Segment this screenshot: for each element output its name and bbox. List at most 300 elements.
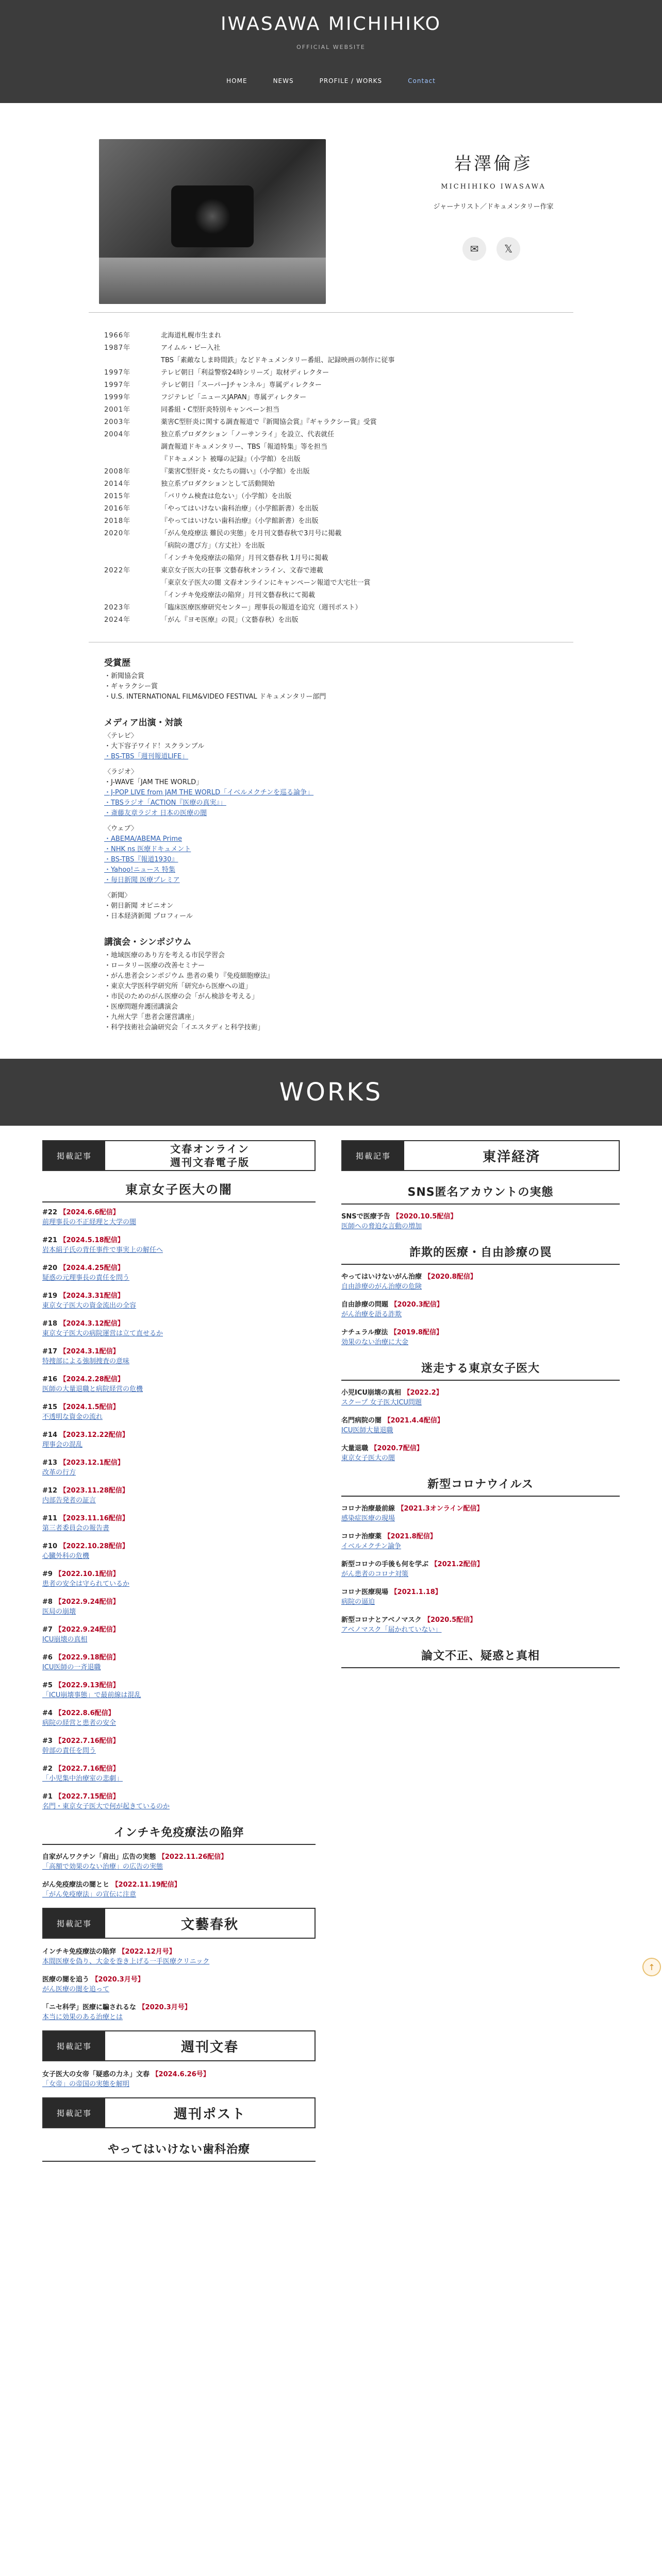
- article-link[interactable]: 「女帝」の帝国の実態を解明: [42, 2080, 130, 2088]
- article-number: #12: [42, 1487, 57, 1495]
- bio-desc: 「やってはいけない歯科治療」（小学館新書）を出版: [161, 505, 319, 513]
- shukan-post-header: [42, 2097, 316, 2128]
- article-item: [341, 1388, 620, 1408]
- article-title: やってはいけないがん治療: [341, 1273, 422, 1281]
- section-title-dental: やってはいけない歯科治療: [42, 2141, 316, 2162]
- section-title-immuno: インチキ免疫療法の陥穽: [42, 1824, 316, 1845]
- article-link[interactable]: アベノマスク「届かれていない」: [341, 1626, 442, 1634]
- article-title: SNSで医療予告: [341, 1213, 390, 1221]
- bio-desc: 独立系プロダクションとして活動開始: [161, 480, 275, 488]
- media-name: 文春オンライン 週刊文春電子版: [170, 1143, 250, 1168]
- bio-desc: 「バリウム検査は危ない」（小学館）を出版: [161, 493, 292, 500]
- article-date: 【2022.11.19配信】: [111, 1881, 181, 1889]
- article-number: #15: [42, 1403, 57, 1411]
- article-title: 「ニセ科学」医療に騙されるな: [42, 2004, 137, 2011]
- bio-year: [104, 577, 161, 589]
- article-date: 【2024.3.12配信】: [59, 1320, 124, 1328]
- article-heading: [42, 1597, 316, 1607]
- bio-desc: フジテレビ「ニュースJAPAN」専属ディレクター: [161, 394, 307, 401]
- article-link[interactable]: 不透明な資金の流れ: [42, 1413, 103, 1421]
- award-item: ・ギャラクシー賞: [104, 683, 158, 690]
- section-title-joshi-idai: 東京女子医大の闇: [42, 1179, 316, 1202]
- article-heading: [42, 1569, 316, 1579]
- article-title: インチキ免疫療法の陥穽: [42, 1948, 117, 1956]
- article-heading: [341, 1560, 620, 1569]
- article-link[interactable]: イベルメクチン論争: [341, 1543, 401, 1550]
- bio-row: [104, 490, 589, 503]
- article-item: [42, 1975, 316, 1994]
- article-heading: [42, 1263, 316, 1273]
- bunshun-online-header: [42, 1140, 316, 1171]
- bio-year: 2024年: [104, 616, 131, 624]
- bio-year: 2015年: [104, 493, 131, 500]
- article-date: 【2023.12.22配信】: [59, 1431, 129, 1439]
- article-item: [341, 1416, 620, 1435]
- article-date: 【2020.10.5配信】: [392, 1213, 457, 1221]
- article-title: 名門病院の闇: [341, 1417, 382, 1425]
- bio-desc: 「インチキ免疫療法の陥穽」月刊文藝春秋 1月号に掲載: [161, 554, 328, 562]
- article-link[interactable]: 「小児集中治療室の悲劇」: [42, 1775, 123, 1783]
- article-heading: [341, 1388, 620, 1398]
- article-link[interactable]: 東京女子医大の病院運営は立て直せるか: [42, 1330, 163, 1337]
- article-link[interactable]: がん医療の闇を追って: [42, 1986, 110, 1993]
- awards-section: [73, 658, 589, 702]
- article-item: [42, 1514, 316, 1533]
- lecture-item: ・がん患者会シンポジウム 患者の乗り『免疫細胞療法』: [104, 972, 274, 980]
- bio-row: [104, 466, 589, 478]
- bio-desc: 「がん『ヨモ医療』の罠」（文藝春秋）を出版: [161, 616, 299, 624]
- media-name: 東洋経済: [482, 1149, 540, 1165]
- article-date: 【2024.3.1配信】: [59, 1348, 120, 1355]
- article-item: [42, 1430, 316, 1450]
- bio-row: [104, 515, 589, 528]
- article-heading: [42, 1653, 316, 1663]
- article-date: 【2020.8配信】: [424, 1273, 477, 1281]
- article-heading: [341, 1504, 620, 1514]
- article-date: 【2023.11.28配信】: [59, 1487, 129, 1495]
- bio-row: [104, 540, 589, 552]
- article-heading: [42, 1681, 316, 1690]
- article-heading: [42, 1852, 316, 1862]
- article-title: コロナ医療現場: [341, 1588, 389, 1596]
- article-heading: [42, 2070, 316, 2079]
- profile-section: [73, 139, 589, 325]
- bio-year: 1999年: [104, 394, 131, 401]
- article-link[interactable]: 効果のない治療に大金: [341, 1338, 409, 1346]
- article-date: 【2022.7.16配信】: [55, 1737, 120, 1745]
- article-link[interactable]: 医師への脅迫な言動の増加: [341, 1223, 422, 1230]
- media-section: [73, 718, 589, 922]
- article-item: [341, 1328, 620, 1347]
- x-icon[interactable]: 𝕏: [496, 237, 520, 261]
- article-item: [42, 1569, 316, 1589]
- divider: [89, 312, 573, 313]
- article-item: [42, 1402, 316, 1422]
- section-title-paper-fraud: 論文不正、疑惑と真相: [341, 1647, 620, 1668]
- social-links: [462, 237, 520, 261]
- lecture-item: ・医療問題弁護団講演会: [104, 1003, 178, 1011]
- media-radio-item[interactable]: ・J-POP LIVE from JAM THE WORLD「イベルメクチンを巡る論争」: [104, 789, 314, 796]
- article-heading: [42, 1708, 316, 1718]
- bio-desc: 同番組・C型肝炎特別キャンペーン担当: [161, 406, 279, 414]
- article-item: [341, 1532, 620, 1551]
- site-subtitle: OFFICIAL WEBSITE: [296, 44, 366, 50]
- article-link[interactable]: 自由診療のがん治療の危険: [341, 1283, 422, 1291]
- article-title: がん免疫療法の闇とヒ: [42, 1881, 110, 1889]
- bio-year: 2001年: [104, 406, 131, 414]
- article-badge: 掲載記事: [43, 2031, 105, 2060]
- article-heading: [42, 1402, 316, 1412]
- article-number: #22: [42, 1209, 57, 1216]
- media-tv-item[interactable]: ・BS-TBS「週刊報道LIFE」: [104, 753, 189, 760]
- article-item: [42, 1291, 316, 1311]
- lecture-item: ・東京大学医科学研究所「研究から医療への道」: [104, 982, 252, 990]
- bio-year: 2022年: [104, 567, 131, 574]
- article-item: [42, 1319, 316, 1338]
- bio-row: [104, 602, 589, 614]
- bio-year: 1966年: [104, 332, 131, 340]
- article-title: 自家がんワクチン「肩出」広告の実態: [42, 1853, 156, 1861]
- article-link[interactable]: 医師の大量退職と病院経営の危機: [42, 1385, 143, 1393]
- media-web-item[interactable]: ・Yahoo!ニュース 特集: [104, 866, 175, 874]
- works-banner: WORKS: [0, 1059, 662, 1126]
- bio-desc: 『やってはいけない歯科治療』（小学館新書）を出版: [161, 517, 319, 525]
- article-link[interactable]: 本間医療を偽り、大金を巻き上げる一手医療クリニック: [42, 1958, 210, 1965]
- article-date: 【2023.12.1配信】: [59, 1459, 124, 1467]
- article-item: [42, 1681, 316, 1700]
- article-link[interactable]: スクープ 女子医大ICU問題: [341, 1399, 422, 1406]
- bio-row: [104, 416, 589, 429]
- lectures-title: 講演会・シンポジウム: [104, 937, 192, 947]
- bio-desc: 独立系プロダクション「ノーサンライ」を設立、代表就任: [161, 431, 335, 438]
- article-link[interactable]: ICU医師大量退職: [341, 1427, 393, 1434]
- bio-year: 2020年: [104, 530, 131, 537]
- article-link[interactable]: 「高額で効果のない治療」の広告の実態: [42, 1863, 163, 1871]
- nav-profile-works[interactable]: PROFILE / WORKS: [319, 77, 383, 84]
- media-name: 週刊ポスト: [173, 2106, 246, 2122]
- article-date: 【2020.3月号】: [91, 1976, 144, 1984]
- bio-year: [104, 540, 161, 552]
- article-title: 医療の闇を追う: [42, 1976, 90, 1984]
- bio-row: [104, 453, 589, 466]
- article-link[interactable]: ICU医師の一斉退職: [42, 1664, 101, 1671]
- bio-desc: 調査報道ドキュメンタリー、TBS「報道特集」等を担当: [161, 443, 327, 451]
- article-link[interactable]: 改革の行方: [42, 1469, 76, 1477]
- article-heading: [42, 1486, 316, 1496]
- media-tv-head: 〈テレビ〉: [104, 732, 138, 740]
- article-heading: [341, 1532, 620, 1541]
- section-title-sns: SNS匿名アカウントの実態: [341, 1183, 620, 1205]
- article-link[interactable]: 幹部の責任を問う: [42, 1747, 96, 1755]
- article-heading: [341, 1416, 620, 1426]
- bio-year: 1987年: [104, 344, 131, 352]
- article-link[interactable]: 医局の崩壊: [42, 1608, 76, 1616]
- article-link[interactable]: 「ICU崩壊事態」で最前線は混乱: [42, 1691, 141, 1699]
- bio-desc: 「臨床医療医療研究センター」理事長の報道を追究（週刊ポスト）: [161, 604, 362, 612]
- lecture-item: ・地域医療のあり方を考える市民学習会: [104, 952, 225, 959]
- article-link[interactable]: 東京女子医大の資金流出の全容: [42, 1302, 137, 1310]
- bio-desc: 「病院の選び方」（方丈社）を出版: [161, 542, 265, 550]
- article-link[interactable]: がん治療を語る詐欺: [341, 1311, 402, 1318]
- article-number: #20: [42, 1264, 57, 1272]
- article-heading: [42, 1319, 316, 1329]
- article-badge: 掲載記事: [342, 1141, 404, 1170]
- article-number: #18: [42, 1320, 57, 1328]
- media-web-item[interactable]: ・ABEMA/ABEMA Prime: [104, 835, 183, 843]
- article-link[interactable]: 疑惑の元理事長の責任を問う: [42, 1274, 130, 1282]
- article-item: [42, 2070, 316, 2089]
- profile-photo: [99, 139, 326, 304]
- article-item: [42, 1736, 316, 1756]
- article-number: #3: [42, 1737, 53, 1745]
- award-item: ・新聞協会賞: [104, 672, 145, 680]
- article-heading: [42, 1625, 316, 1635]
- article-link[interactable]: がん患者のコロナ対策: [341, 1570, 409, 1578]
- bio-row: [104, 478, 589, 490]
- article-item: [42, 1947, 316, 1967]
- article-date: 【2022.10.1配信】: [55, 1570, 120, 1578]
- media-radio-item[interactable]: ・TBSラジオ「ACTION『医療の真実』」: [104, 799, 226, 807]
- article-date: 【2022.11.26配信】: [158, 1853, 228, 1861]
- article-heading: [42, 1291, 316, 1301]
- bio-row: [104, 330, 589, 342]
- article-date: 【2022.12月号】: [118, 1948, 176, 1956]
- article-link[interactable]: 前理事長の不正経理と大学の闇: [42, 1218, 137, 1226]
- article-item: [42, 1625, 316, 1645]
- bio-desc: 『薬害C型肝炎・女たちの闘い』（小学館）を出版: [161, 468, 310, 476]
- article-date: 【2022.7.16配信】: [55, 1765, 120, 1773]
- article-heading: [42, 1430, 316, 1440]
- article-number: #10: [42, 1543, 57, 1550]
- awards-title: 受賞歴: [104, 658, 130, 668]
- article-date: 【2021.3オンライン配信】: [397, 1505, 484, 1513]
- article-date: 【2021.2配信】: [431, 1561, 484, 1568]
- article-item: [341, 1615, 620, 1635]
- mail-icon[interactable]: ✉: [462, 237, 486, 261]
- article-item: [42, 1852, 316, 1872]
- article-date: 【2021.4.4配信】: [384, 1417, 444, 1425]
- media-web-head: 〈ウェブ〉: [104, 825, 138, 833]
- article-item: [341, 1504, 620, 1523]
- article-number: #19: [42, 1292, 57, 1300]
- scroll-top-icon[interactable]: ↑: [642, 1958, 661, 1976]
- article-item: [42, 1375, 316, 1394]
- article-date: 【2022.8.6配信】: [55, 1709, 115, 1717]
- article-link[interactable]: 患者の安全は守られているか: [42, 1580, 130, 1588]
- article-date: 【2023.11.16配信】: [59, 1515, 129, 1522]
- bio-desc: アイムル・ピー入社: [161, 344, 221, 352]
- article-number: #7: [42, 1626, 53, 1634]
- article-heading: [42, 1880, 316, 1890]
- article-link[interactable]: 病院の逼迫: [341, 1598, 375, 1606]
- article-number: #17: [42, 1348, 57, 1355]
- site-title[interactable]: IWASAWA MICHIHIKO: [221, 13, 441, 35]
- article-date: 【2022.9.24配信】: [55, 1598, 120, 1606]
- article-item: [42, 1653, 316, 1672]
- article-link[interactable]: 「がん免疫療法」の宣伝に注意: [42, 1891, 137, 1899]
- article-item: [42, 1486, 316, 1505]
- bio-year: 2003年: [104, 418, 131, 426]
- article-heading: [42, 2003, 316, 2012]
- bio-desc: 『ドキュメント 被曝の記録』（小学館）を出版: [161, 455, 301, 463]
- article-date: 【2022.9.18配信】: [55, 1654, 120, 1662]
- bio-year: [104, 552, 161, 565]
- article-title: 女子医大の女帝「疑惑の力ネ」文春: [42, 2071, 150, 2078]
- bio-year: 2023年: [104, 604, 131, 612]
- article-link[interactable]: 心臓外科の危機: [42, 1552, 90, 1560]
- article-date: 【2019.8配信】: [390, 1329, 443, 1336]
- article-heading: [42, 1458, 316, 1468]
- article-number: #8: [42, 1598, 53, 1606]
- nav-news[interactable]: NEWS: [273, 77, 294, 84]
- media-radio-item[interactable]: ・斎藤友章ラジオ 日本の医療の闇: [104, 809, 207, 817]
- article-date: 【2022.10.28配信】: [59, 1543, 129, 1550]
- bio-year: 2008年: [104, 468, 131, 476]
- nav-home[interactable]: HOME: [226, 77, 247, 84]
- article-date: 【2024.3.31配信】: [59, 1292, 124, 1300]
- article-link[interactable]: 東京女子医大の闇: [341, 1454, 395, 1462]
- article-date: 【2022.9.24配信】: [55, 1626, 120, 1634]
- lecture-item: ・市民のためのがん医療の会「がん検診を考える」: [104, 993, 259, 1001]
- bio-desc: 東京女子医大の狂事 文藝春秋オンライン、文春で連載: [161, 567, 323, 574]
- article-badge: 掲載記事: [43, 2098, 105, 2127]
- article-badge: 掲載記事: [43, 1141, 105, 1170]
- article-item: [341, 1444, 620, 1463]
- article-title: 新型コロナの手後も何を学ぶ: [341, 1561, 429, 1568]
- article-number: #9: [42, 1570, 53, 1578]
- article-item: [42, 1597, 316, 1617]
- article-heading: [341, 1587, 620, 1597]
- article-heading: [42, 1347, 316, 1357]
- article-number: #21: [42, 1236, 57, 1244]
- article-heading: [42, 1792, 316, 1802]
- article-number: #13: [42, 1459, 57, 1467]
- article-date: 【2022.2】: [403, 1389, 443, 1397]
- article-item: [341, 1300, 620, 1319]
- article-heading: [42, 1375, 316, 1384]
- article-number: #4: [42, 1709, 53, 1717]
- article-title: コロナ治療最前線: [341, 1505, 395, 1513]
- article-date: 【2020.3月号】: [138, 2004, 191, 2011]
- bio-row: [104, 342, 589, 354]
- article-link[interactable]: 本当に効果のある治療とは: [42, 2013, 123, 2021]
- bio-desc: テレビ朝日「利益警察24時シリーズ」取材ディレクター: [161, 369, 329, 377]
- media-name: 週刊文春: [180, 2039, 239, 2055]
- bio-row: [104, 589, 589, 602]
- article-date: 【2020.3配信】: [390, 1301, 443, 1309]
- article-heading: [42, 1235, 316, 1245]
- award-item: ・U.S. INTERNATIONAL FILM&VIDEO FESTIVAL ドキュメンタリー部門: [104, 693, 326, 701]
- bio-year: 1997年: [104, 369, 131, 377]
- profile-name-en: MICHIHIKO IWASAWA: [441, 183, 546, 191]
- article-title: ナチュラル療法: [341, 1329, 388, 1336]
- article-date: 【2024.4.25配信】: [59, 1264, 124, 1272]
- article-heading: [341, 1272, 620, 1282]
- lecture-item: ・九州大学「患者会運営講座」: [104, 1013, 198, 1021]
- bio-row: [104, 577, 589, 589]
- article-item: [42, 1235, 316, 1255]
- media-radio-head: 〈ラジオ〉: [104, 768, 138, 776]
- media-web-item[interactable]: ・NHK ns 医療ドキュメント: [104, 845, 191, 853]
- article-title: コロナ治療薬: [341, 1533, 382, 1540]
- article-link[interactable]: 理事会の混乱: [42, 1441, 83, 1449]
- article-heading: [42, 1975, 316, 1985]
- article-title: 大量退職: [341, 1445, 369, 1452]
- works-right-column: [341, 1140, 620, 2169]
- bio-year: 2018年: [104, 517, 131, 525]
- bio-desc: 「東京女子医大の闇 文春オンラインにキャンペーン報道で大宅壮一賞: [161, 579, 371, 587]
- site-header: [0, 0, 662, 103]
- article-item: [42, 1708, 316, 1728]
- article-heading: [341, 1212, 620, 1222]
- article-item: [341, 1272, 620, 1292]
- toyo-keizai-header: [341, 1140, 620, 1171]
- article-title: 小児ICU崩壊の真相: [341, 1389, 401, 1397]
- article-link[interactable]: 第三者委員会の報告書: [42, 1524, 110, 1532]
- article-heading: [341, 1300, 620, 1310]
- media-name: 文藝春秋: [180, 1917, 239, 1933]
- bio-desc: TBS「素敵なしま時間鉄」などドキュメンタリー番組、記録映画の制作に従事: [161, 357, 395, 364]
- article-heading: [341, 1328, 620, 1337]
- article-heading: [42, 1764, 316, 1774]
- article-date: 【2022.7.15配信】: [55, 1793, 120, 1801]
- article-item: [341, 1587, 620, 1607]
- bio-year: 2004年: [104, 431, 131, 438]
- article-title: 自由診療の問題: [341, 1301, 389, 1309]
- bio-desc: 「インチキ免疫療法の陥穽」月刊文藝春秋にて掲載: [161, 591, 316, 599]
- article-number: #16: [42, 1376, 57, 1383]
- article-item: [42, 2003, 316, 2022]
- article-date: 【2020.5配信】: [424, 1616, 477, 1624]
- article-link[interactable]: 内部告発者の証言: [42, 1497, 96, 1504]
- article-link[interactable]: 名門・東京女子医大で何が起きているのか: [42, 1803, 170, 1810]
- bio-row: [104, 552, 589, 565]
- article-link[interactable]: 岩本絹子氏の背任事件で事実上の解任へ: [42, 1246, 163, 1254]
- media-print-head: 〈新聞〉: [104, 892, 131, 900]
- article-number: #11: [42, 1515, 57, 1522]
- article-number: #14: [42, 1431, 57, 1439]
- article-heading: [42, 1541, 316, 1551]
- profile-name-block: [429, 149, 558, 211]
- article-heading: [42, 1514, 316, 1523]
- bio-timeline: [73, 330, 589, 626]
- article-link[interactable]: 特捜部による強制捜査の意味: [42, 1358, 130, 1365]
- nav-contact[interactable]: Contact: [408, 77, 436, 84]
- article-heading: [42, 1208, 316, 1217]
- article-link[interactable]: ICU崩壊の真相: [42, 1636, 88, 1643]
- article-item: [42, 1458, 316, 1478]
- works-left-column: [42, 1140, 316, 2169]
- article-item: [42, 1764, 316, 1784]
- bio-row: [104, 392, 589, 404]
- article-link[interactable]: 感染症医療の現場: [341, 1515, 395, 1522]
- media-print-item: ・日本経済新聞 プロフィール: [104, 912, 193, 920]
- bungei-shunju-header: [42, 1908, 316, 1939]
- article-title: 新型コロナとアベノマスク: [341, 1616, 422, 1624]
- article-heading: [341, 1444, 620, 1453]
- media-web-item[interactable]: ・毎日新聞 医療プレミア: [104, 876, 180, 884]
- article-badge: 掲載記事: [43, 1909, 105, 1938]
- bio-desc: 薬害C型肝炎に関する調査報道で『新聞協会賞』『ギャラクシー賞』受賞: [161, 418, 377, 426]
- media-web-item[interactable]: ・BS-TBS『報道1930』: [104, 856, 178, 863]
- media-radio-item: ・J-WAVE「JAM THE WORLD」: [104, 778, 203, 786]
- bio-year: 2016年: [104, 505, 131, 513]
- bio-row: [104, 441, 589, 453]
- article-item: [42, 1792, 316, 1811]
- article-link[interactable]: 病院の経営と患者の安全: [42, 1719, 117, 1727]
- shukan-bunshun-header: [42, 2030, 316, 2061]
- lecture-item: ・ロータリー医療の改善セミナー: [104, 962, 205, 970]
